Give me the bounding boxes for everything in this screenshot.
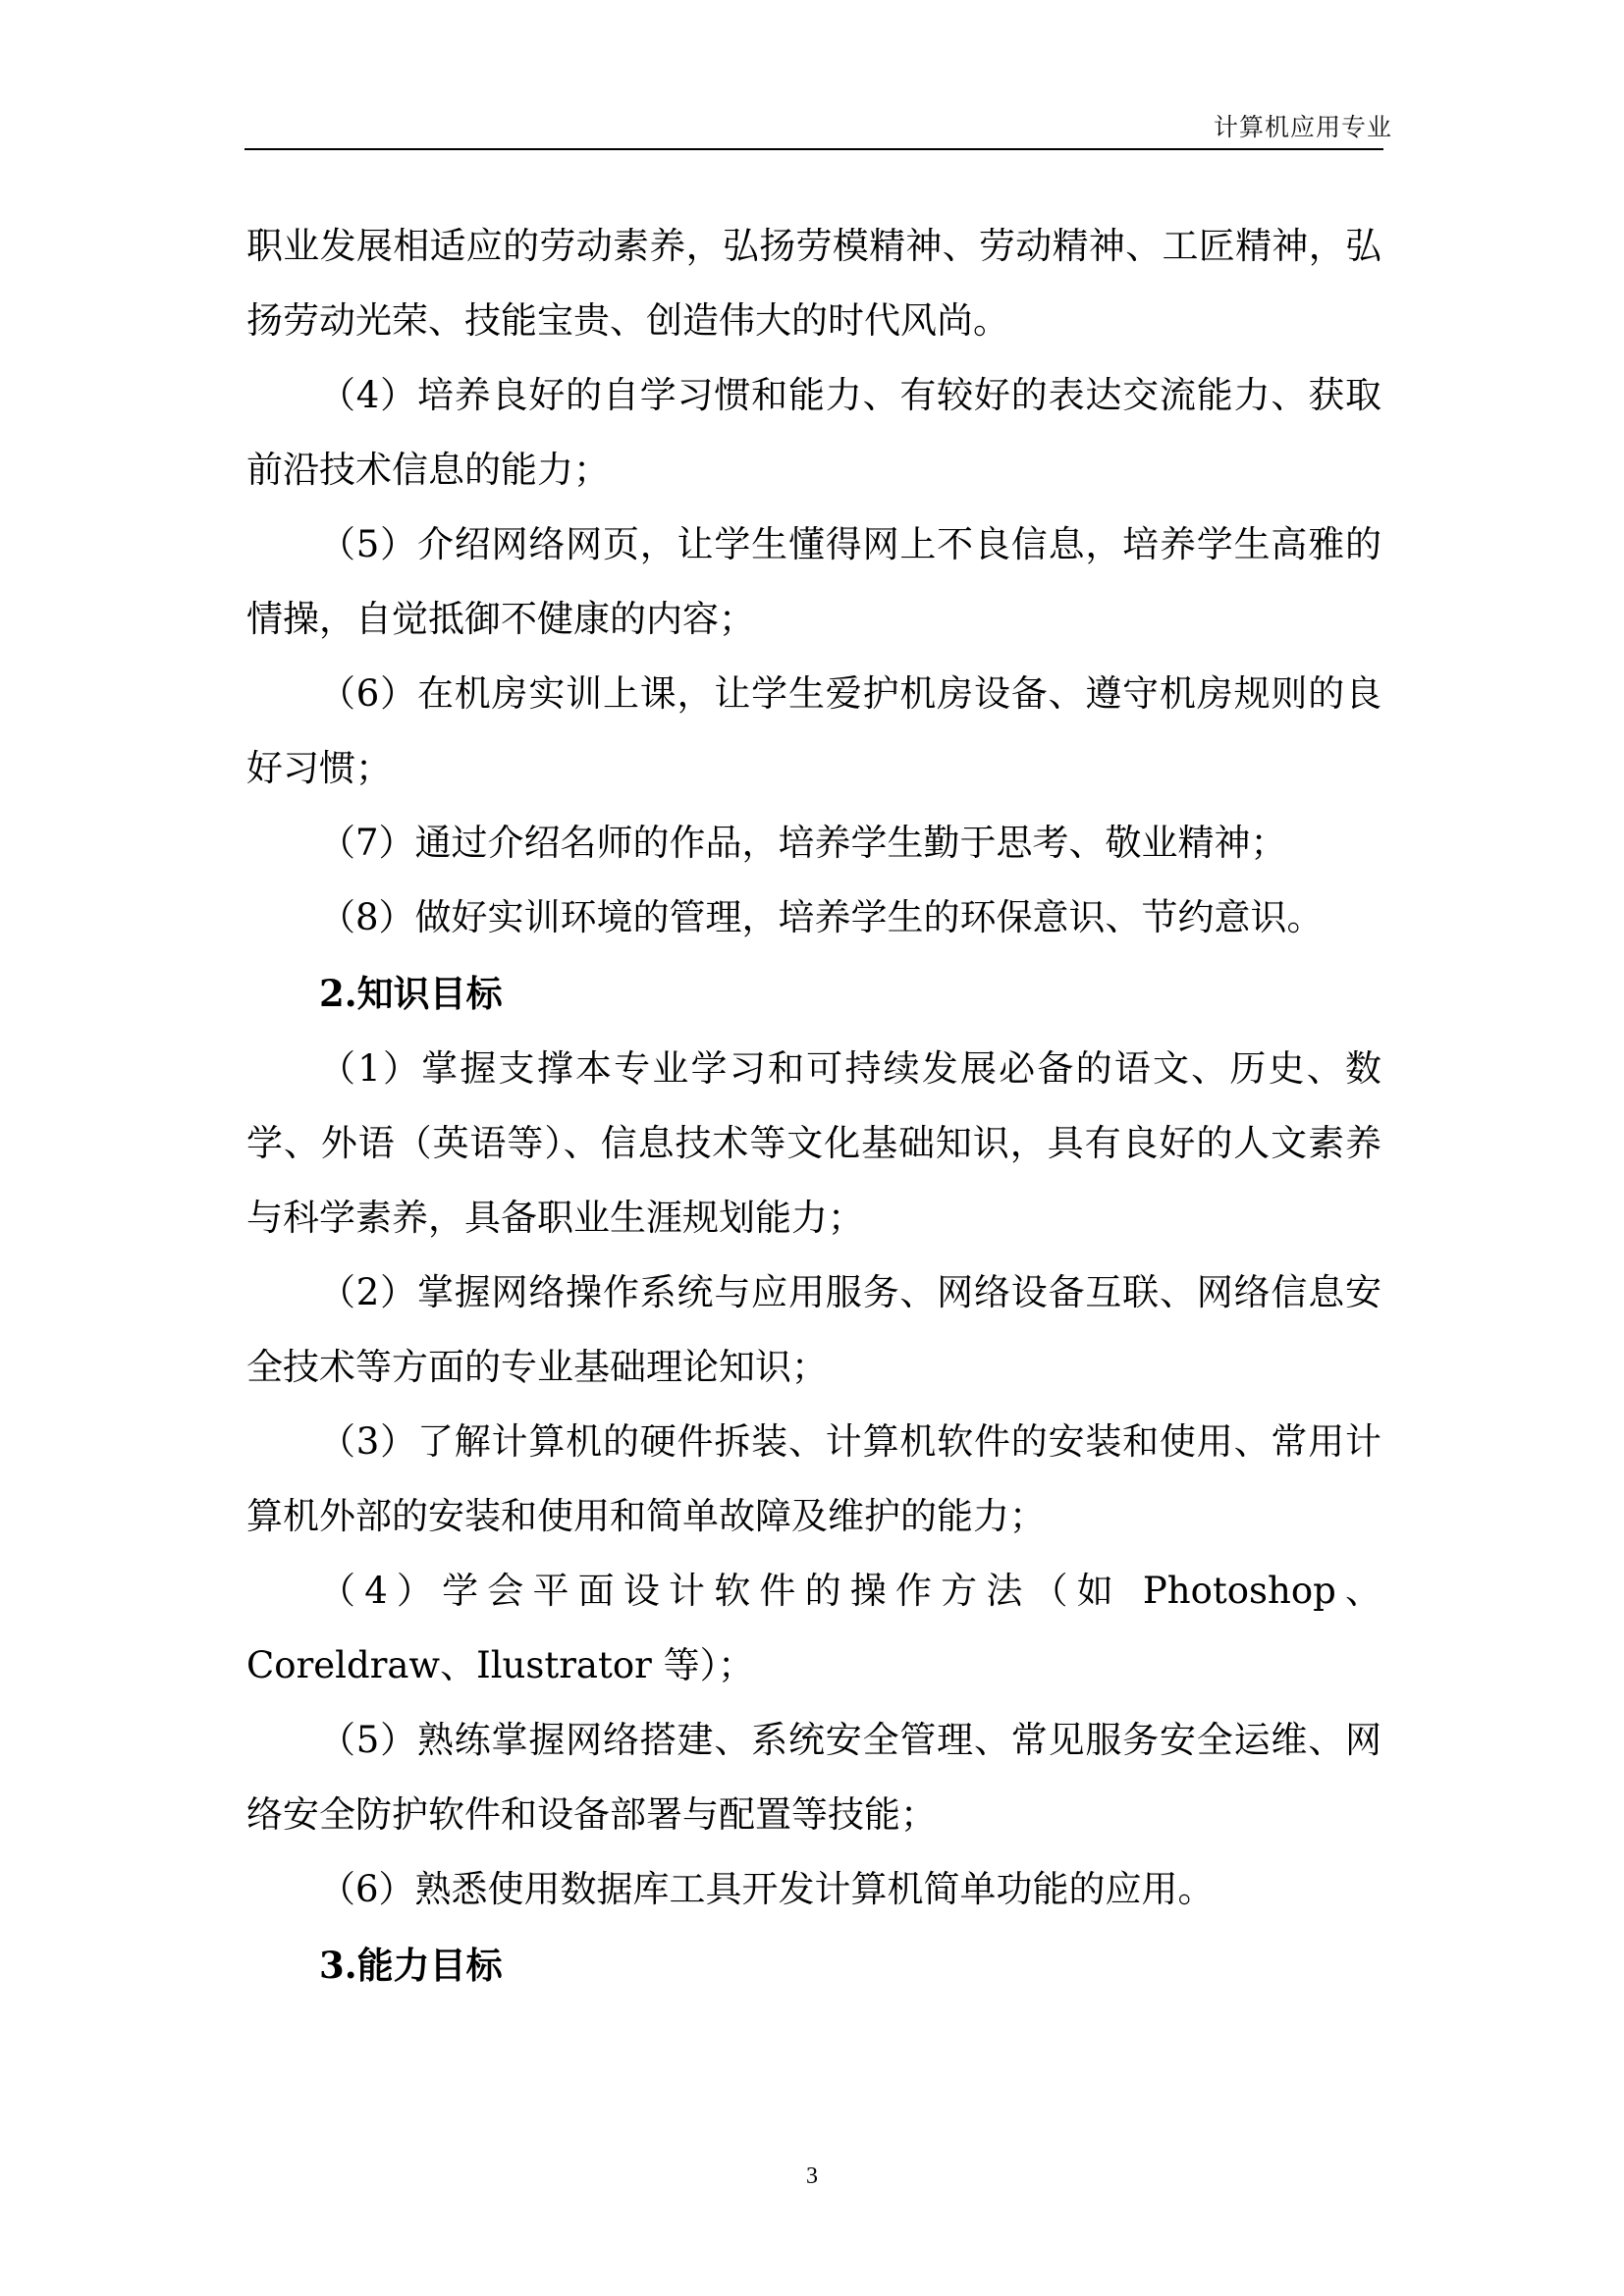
paragraph-item-6: （6）在机房实训上课，让学生爱护机房设备、遵守机房规则的良好习惯； xyxy=(246,672,1381,789)
paragraph-item-8: （8）做好实训环境的管理，培养学生的环保意识、节约意识。 xyxy=(319,896,1324,938)
paragraph-labor-literacy: 职业发展相适应的劳动素养，弘扬劳模精神、劳动精神、工匠精神，弘扬劳动光荣、技能宝贵、创造伟大的时代风尚。 xyxy=(246,225,1381,342)
paragraph-item-7: （7）通过介绍名师的作品，培养学生勤于思考、敬业精神； xyxy=(319,822,1287,864)
page-number: 3 xyxy=(806,2163,818,2189)
knowledge-item-2: （2）掌握网络操作系统与应用服务、网络设备互联、网络信息安全技术等方面的专业基础理论知识； xyxy=(246,1271,1381,1388)
header-divider xyxy=(244,148,1383,150)
paragraph-item-5: （5）介绍网络网页，让学生懂得网上不良信息，培养学生高雅的情操，自觉抵御不健康的内容； xyxy=(246,523,1381,640)
knowledge-item-6: （6）熟悉使用数据库工具开发计算机简单功能的应用。 xyxy=(319,1868,1215,1910)
section-heading-ability-goals: 3.能力目标 xyxy=(319,1944,503,1987)
section-heading-knowledge-goals: 2.知识目标 xyxy=(319,972,503,1015)
document-body xyxy=(246,209,1381,2003)
paragraph-item-4: （4）培养良好的自学习惯和能力、有较好的表达交流能力、获取前沿技术信息的能力； xyxy=(246,374,1381,491)
knowledge-item-4: （4）学会平面设计软件的操作方法（如 Photoshop、Coreldraw、Ilustrator 等）； xyxy=(246,1570,1381,1686)
knowledge-item-1: （1）掌握支撑本专业学习和可持续发展必备的语文、历史、数学、外语（英语等）、信息技术等文化基础知识，具有良好的人文素养与科学素养，具备职业生涯规划能力； xyxy=(246,1047,1381,1239)
running-header: 计算机应用专业 xyxy=(1213,113,1392,141)
knowledge-item-3: （3）了解计算机的硬件拆装、计算机软件的安装和使用、常用计算机外部的安装和使用和简单故障及维护的能力； xyxy=(246,1420,1381,1537)
knowledge-item-5: （5）熟练掌握网络搭建、系统安全管理、常见服务安全运维、网络安全防护软件和设备部署与配置等技能； xyxy=(246,1719,1381,1836)
